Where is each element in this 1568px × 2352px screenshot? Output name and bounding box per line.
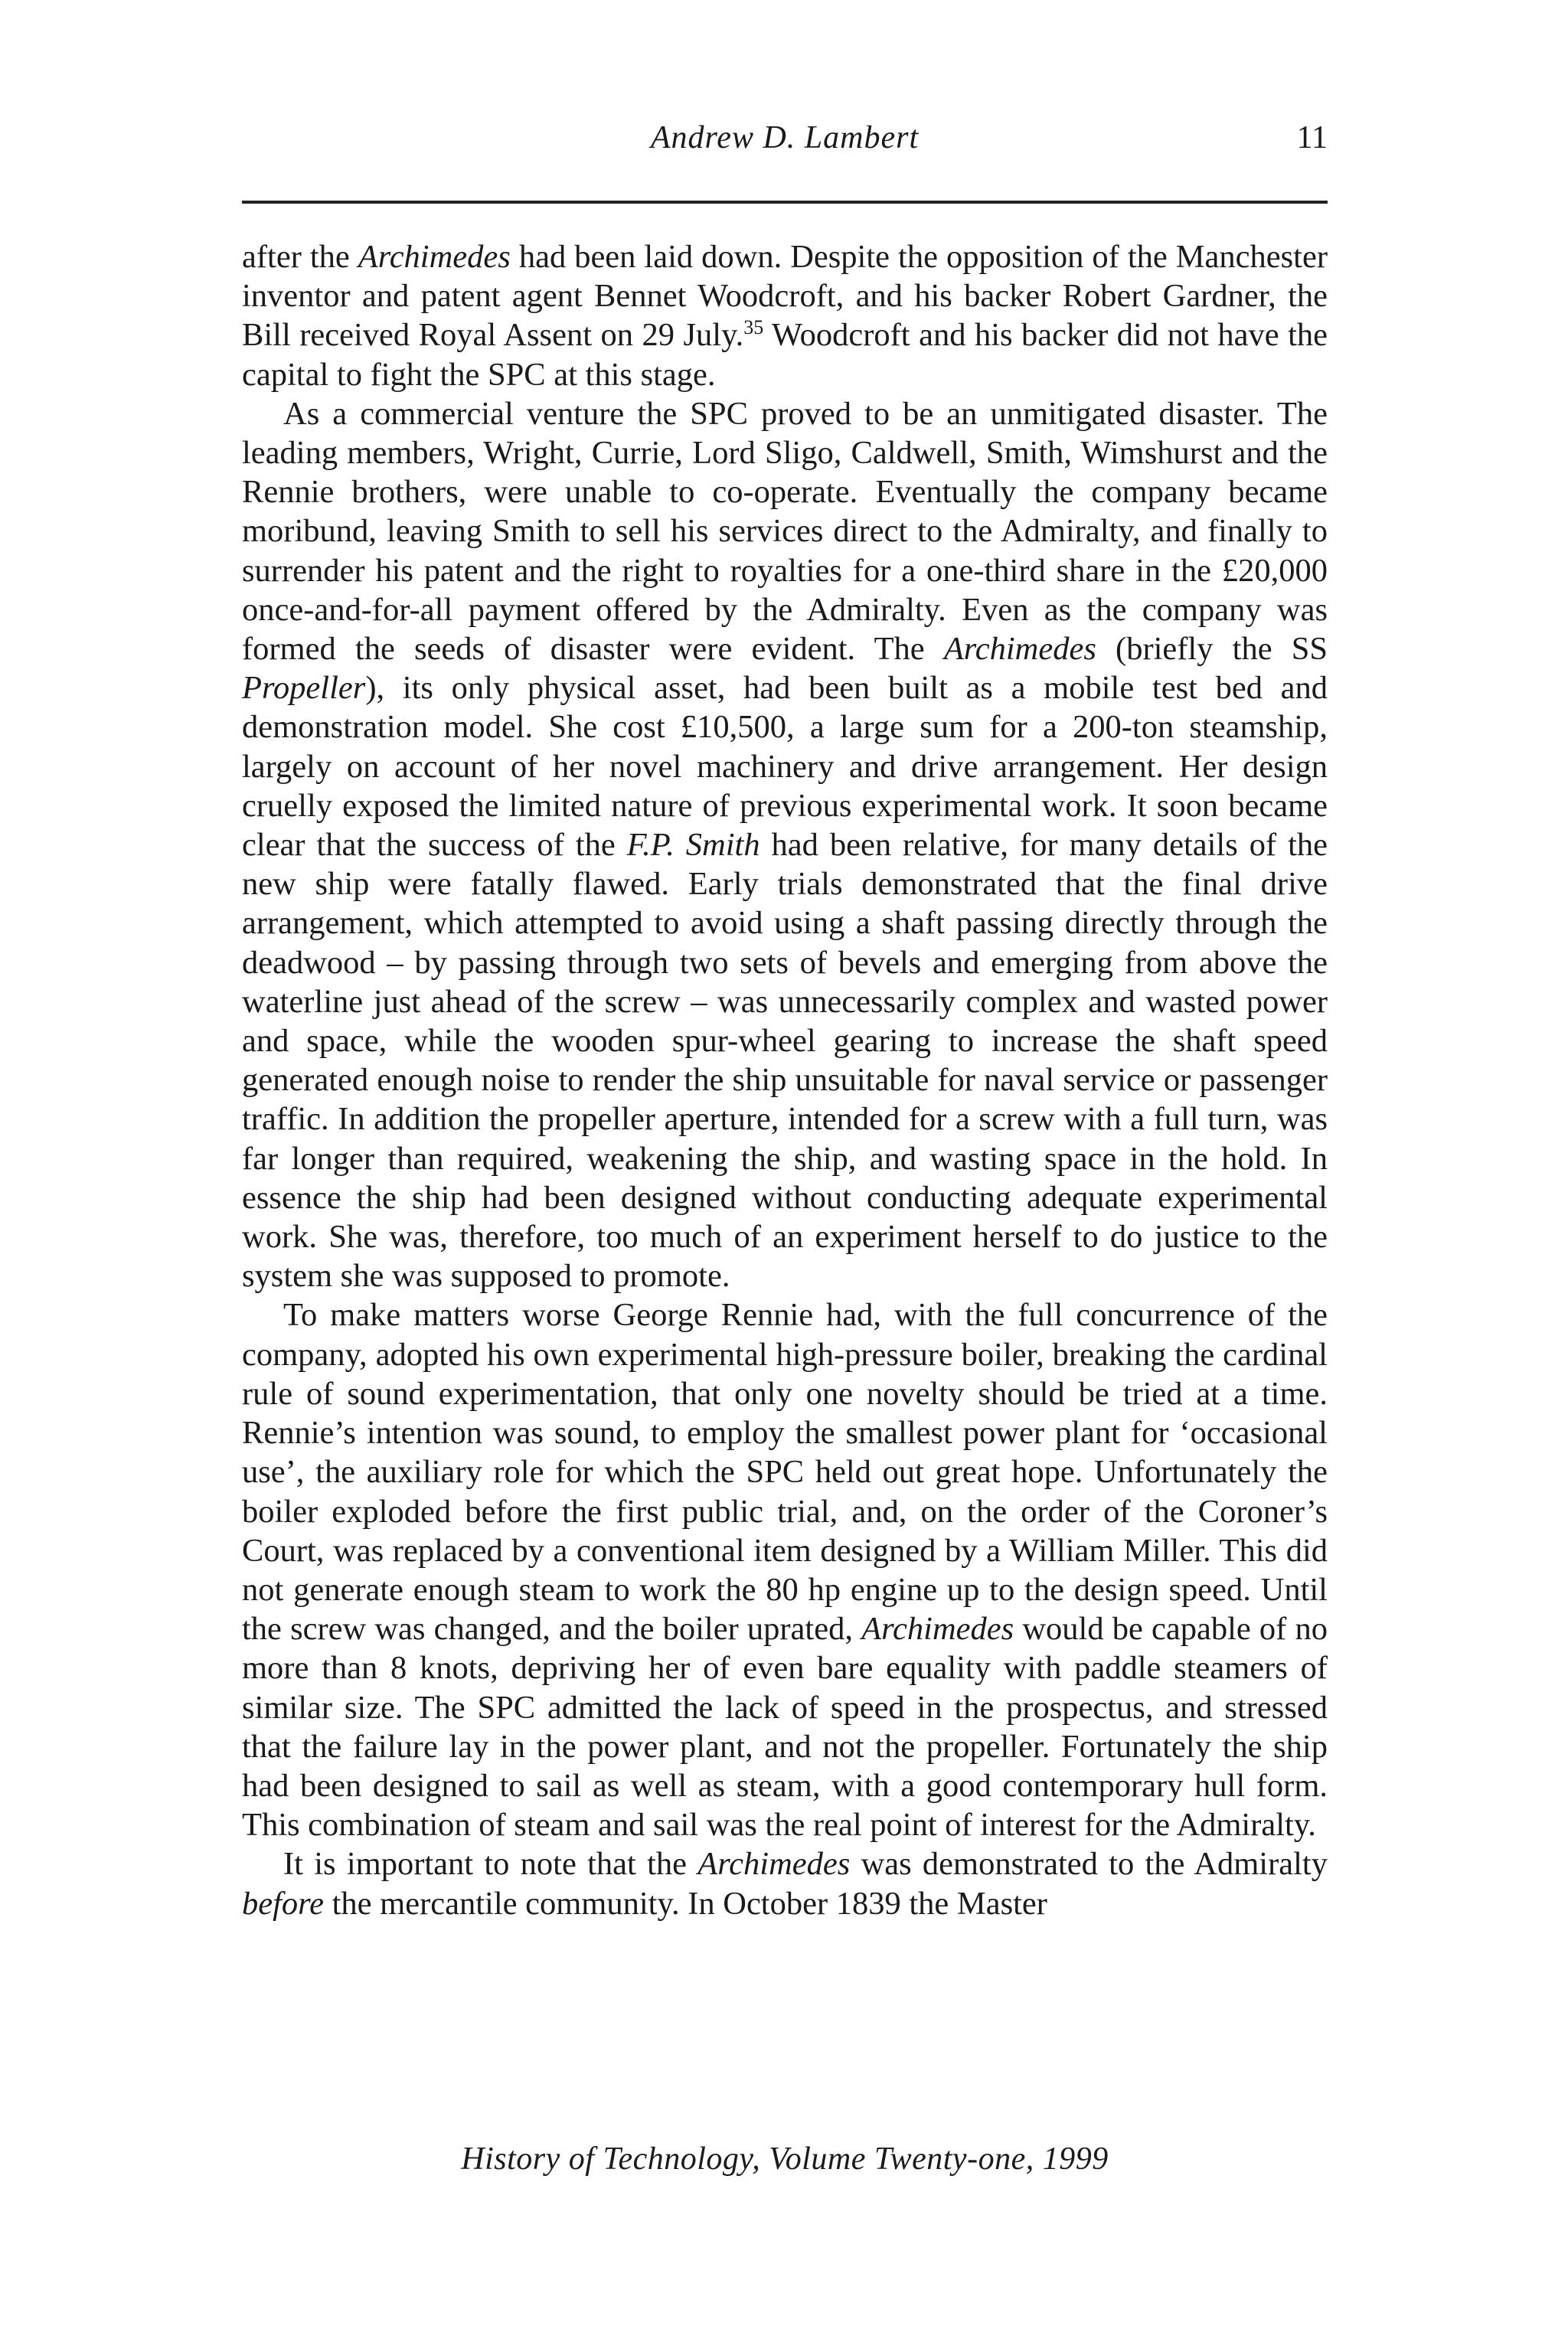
text-run: was demonstrated to the Admiralty [850,1846,1328,1883]
text-run: had been laid down. Despite the opposition of the Manchester inventor and patent agent Bennet Woodcroft, and his backer Robert Gardner, the Bill received Royal Assent on 29 July. [242,239,1328,354]
paragraph [242,1295,1328,1844]
italic-run: Archimedes [697,1846,851,1883]
paragraph [242,237,1328,394]
text-run: after the [242,239,358,275]
italic-run: Archimedes [943,631,1096,668]
italic-run: F.P. Smith [626,827,760,864]
text-run: (briefly the SS [1096,631,1328,668]
paragraph [242,1844,1328,1922]
paragraph [242,394,1328,1296]
text-run: the mercantile community. In October 1839 the Master [324,1885,1047,1922]
italic-run: Archimedes [861,1611,1014,1648]
italic-run: Propeller [242,670,366,707]
text-run: To make matters worse George Rennie had, with the full concurrence of the company, adopted his own experimental high-pressure boiler, breaking the cardinal rule of sound experimentation, that only one novelty should be tried at a time. Rennie’s intention was sound, to employ the smallest power plant for ‘occasional use’, the auxiliary role for which the SPC held out great hope. Unfortunately the boiler exploded before the first public trial, and, on the order of the Coroner’s Court, was replaced by a conventional item designed by a William Miller. This did not generate enough steam to work the 80 hp engine up to the design speed. Until the screw was changed, and the boiler uprated, [242,1297,1328,1648]
text-run: would be capable of no more than 8 knots, depriving her of even bare equality with paddle steamers of similar size. The SPC admitted the lack of speed in the prospectus, and stressed that the failure lay in the power plant, and not the propeller. Fortunately the ship had been designed to sail as well as steam, with a good contemporary hull form. This combination of steam and sail was the real point of interest for the Admiralty. [242,1611,1328,1844]
italic-run: before [242,1885,324,1922]
italic-run: Archimedes [358,239,511,275]
text-run: As a commercial venture the SPC proved to be an unmitigated disaster. The leading members, Wright, Currie, Lord Sligo, Caldwell, Smith, Wimshurst and the Rennie brothers, were unable to co-operate. Eventually the company became moribund, leaving Smith to sell his services direct to the Admiralty, and finally to surrender his patent and the right to royalties for a one-third share in the £20,000 once-and-for-all payment offered by the Admiralty. Even as the company was formed the seeds of disaster were evident. The [242,395,1328,668]
text-run: Woodcroft and his backer did not have the capital to fight the SPC at this stage. [242,317,1328,393]
body-text [242,237,1328,1923]
running-head [242,115,1328,161]
running-title: Andrew D. Lambert [650,120,920,155]
footnote-ref: 35 [743,316,764,339]
text-run: It is important to note that the [283,1846,698,1883]
header-rule [242,201,1328,204]
journal-footer: History of Technology, Volume Twenty-one, 1999 [461,2141,1109,2177]
text-run: had been relative, for many details of the new ship were fatally flawed. Early trials demonstrated that the final drive arrangement, which attempted to avoid using a shaft passing directly through the deadwood – by passing through two sets of bevels and emerging from above the waterline just ahead of the screw – was unnecessarily complex and wasted power and space, while the wooden spur-wheel gearing to increase the shaft speed generated enough noise to render the ship unsuitable for naval service or passenger traffic. In addition the propeller aperture, intended for a screw with a full turn, was far longer than required, weakening the ship, and wasting space in the hold. In essence the ship had been designed without conducting adequate experimental work. She was, therefore, too much of an experiment herself to do justice to the system she was supposed to promote. [242,827,1328,1295]
text-run: ), its only physical asset, had been built as a mobile test bed and demonstration model. She cost £10,500, a large sum for a 200-ton steamship, largely on account of her novel machinery and drive arrangement. Her design cruelly exposed the limited nature of previous experimental work. It soon became clear that the success of the [242,670,1328,864]
page-number: 11 [1296,120,1328,155]
